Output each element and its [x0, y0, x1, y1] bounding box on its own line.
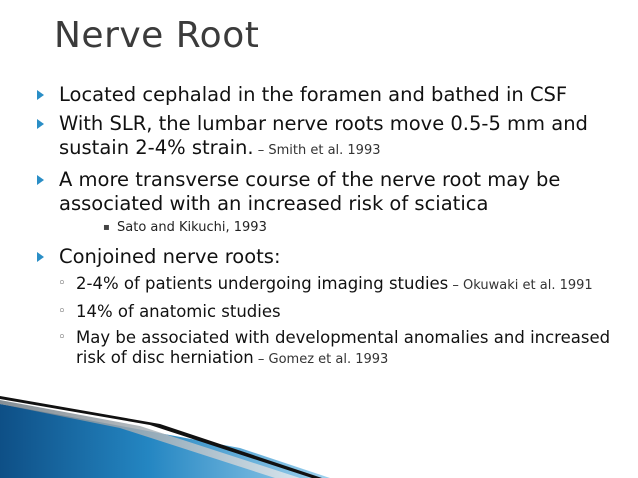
citation: – Okuwaki et al. 1991 — [448, 278, 593, 293]
slide-title: Nerve Root — [54, 15, 260, 56]
bullet-item-cephalad — [34, 83, 626, 107]
sub-item-anomalies — [34, 328, 626, 370]
bullet-list — [34, 83, 626, 376]
bullet-item-conjoined — [34, 245, 626, 269]
triangle-bullet-icon — [37, 119, 44, 129]
bullet-item-transverse-course — [34, 168, 626, 216]
sub-item-text: May be associated with developmental anomalies and increased risk of disc herniation — [76, 328, 611, 367]
citation: – Gomez et al. 1993 — [253, 352, 389, 367]
bullet-text: Conjoined nerve roots: — [59, 245, 281, 268]
circle-bullet-icon: ◦ — [58, 304, 66, 319]
triangle-bullet-icon — [37, 175, 44, 185]
sub-item-text: 2-4% of patients undergoing imaging studies — [76, 274, 449, 293]
citation: – Smith et al. 1993 — [253, 143, 381, 158]
square-bullet-icon: ▪ — [103, 222, 110, 233]
sub-bullet-text: Sato and Kikuchi, 1993 — [117, 220, 267, 235]
sub-bullet-citation — [34, 219, 626, 237]
triangle-bullet-icon — [37, 252, 44, 262]
bullet-text: A more transverse course of the nerve root may be associated with an increased risk of sciatica — [59, 168, 561, 215]
bullet-item-slr — [34, 112, 626, 163]
sub-item-imaging — [34, 274, 626, 296]
bullet-text: With SLR, the lumbar nerve roots move 0.5-5 mm and sustain 2-4% strain. — [59, 112, 588, 159]
circle-bullet-icon: ◦ — [58, 276, 66, 291]
sub-item-text: 14% of anatomic studies — [76, 302, 281, 321]
sub-item-anatomic — [34, 302, 626, 322]
circle-bullet-icon: ◦ — [58, 330, 66, 345]
bullet-text: Located cephalad in the foramen and bathed in CSF — [59, 83, 568, 106]
triangle-bullet-icon — [37, 90, 44, 100]
